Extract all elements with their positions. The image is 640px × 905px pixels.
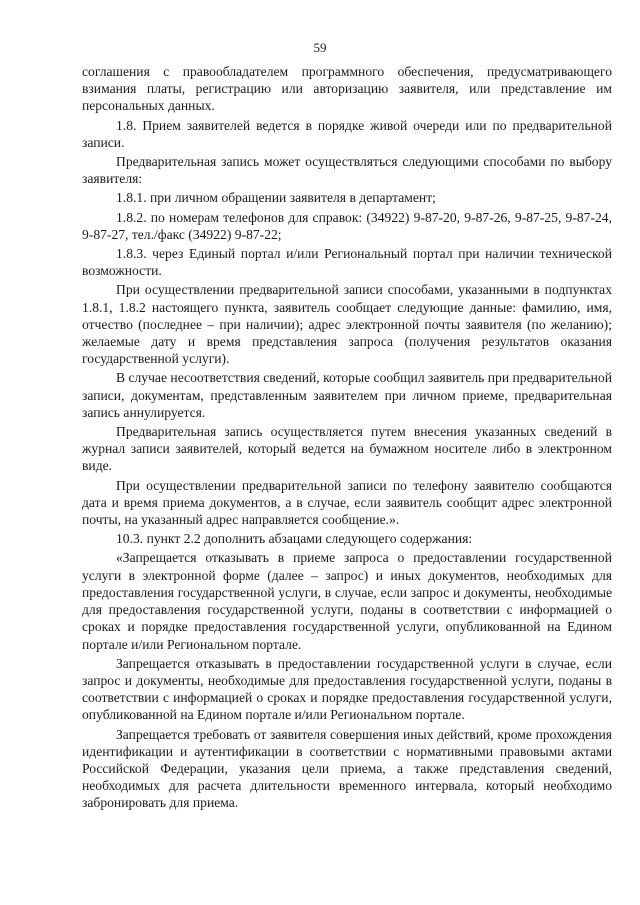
page-number: 59 xyxy=(313,40,327,55)
paragraph-preliminary-record-methods: Предварительная запись может осуществляться следующими способами по выбору заявителя: xyxy=(82,154,612,187)
paragraph-applicant-data: При осуществлении предварительной записи способами, указанными в подпунктах 1.8.1, 1.8.2 настоящего пункта, заявитель сообщает следующие данные: фамилию, имя, отчество (последнее – при наличии); адрес электронной почты заявителя (по желанию); желаемые дату и время представления запроса (получения результатов оказания государственной услуги). xyxy=(82,282,612,367)
paragraph-1-8-2: 1.8.2. по номерам телефонов для справок: (34922) 9-87-20, 9-87-26, 9-87-25, 9-87-24, 9-87-27, тел./факс (34922) 9-87-22; xyxy=(82,209,612,242)
paragraph-1-8-1: 1.8.1. при личном обращении заявителя в департамент; xyxy=(116,190,436,206)
paragraph-phone-record: При осуществлении предварительной записи по телефону заявителю сообщаются дата и время приема документов, а в случае, если заявитель сообщит адрес электронной почты, на указанный адрес направляется сообщение.». xyxy=(82,477,612,528)
paragraph-10-3: 10.3. пункт 2.2 дополнить абзацами следующего содержания: xyxy=(116,531,473,547)
paragraph-record-cancellation: В случае несоответствия сведений, которые сообщил заявитель при предварительной записи, документам, представленным заявителем при личном приеме, предварительная запись аннулируется. xyxy=(82,370,612,420)
paragraph-prohibition-provision: Запрещается отказывать в предоставлении государственной услуги в случае, если запрос и документы, необходимые для предоставления государственной услуги, поданы в соответствии с информацией о сроках и порядке предоставления государственной услуги, опубликованной на Едином портале и/или Региональном портале. xyxy=(82,655,612,723)
paragraph-record-journal: Предварительная запись осуществляется путем внесения указанных сведений в журнал записи заявителей, который ведется на бумажном носителе либо в электронном виде. xyxy=(82,424,612,474)
paragraph-prohibition-actions: Запрещается требовать от заявителя совершения иных действий, кроме прохождения идентификации и аутентификации в соответствии с нормативными правовыми актами Российской Федерации, указания цели приема, а также представления сведений, необходимых для расчета длительности временного интервала, который необходимо забронировать для приема. xyxy=(82,726,612,811)
paragraph-prohibition-acceptance: «Запрещается отказывать в приеме запроса о предоставлении государственной услуги в электронной форме (далее – запрос) и иных документов, необходимых для предоставления государственной услуги, в случае, если запрос и документы, необходимые для предоставления государственной услуги, поданы в соответствии с информацией о сроках и порядке предоставления государственной услуги, опубликованной на Едином портале и/или Региональном портале. xyxy=(82,550,612,652)
document-body xyxy=(82,63,612,814)
paragraph-1-8-3: 1.8.3. через Единый портал и/или Региональный портал при наличии технической возможности. xyxy=(82,246,612,279)
paragraph-1-8: 1.8. Прием заявителей ведется в порядке живой очереди или по предварительной записи. xyxy=(82,117,612,150)
paragraph-continuation: соглашения с правообладателем программного обеспечения, предусматривающего взимания платы, регистрацию или авторизацию заявителя, или представление им персональных данных. xyxy=(82,64,612,114)
